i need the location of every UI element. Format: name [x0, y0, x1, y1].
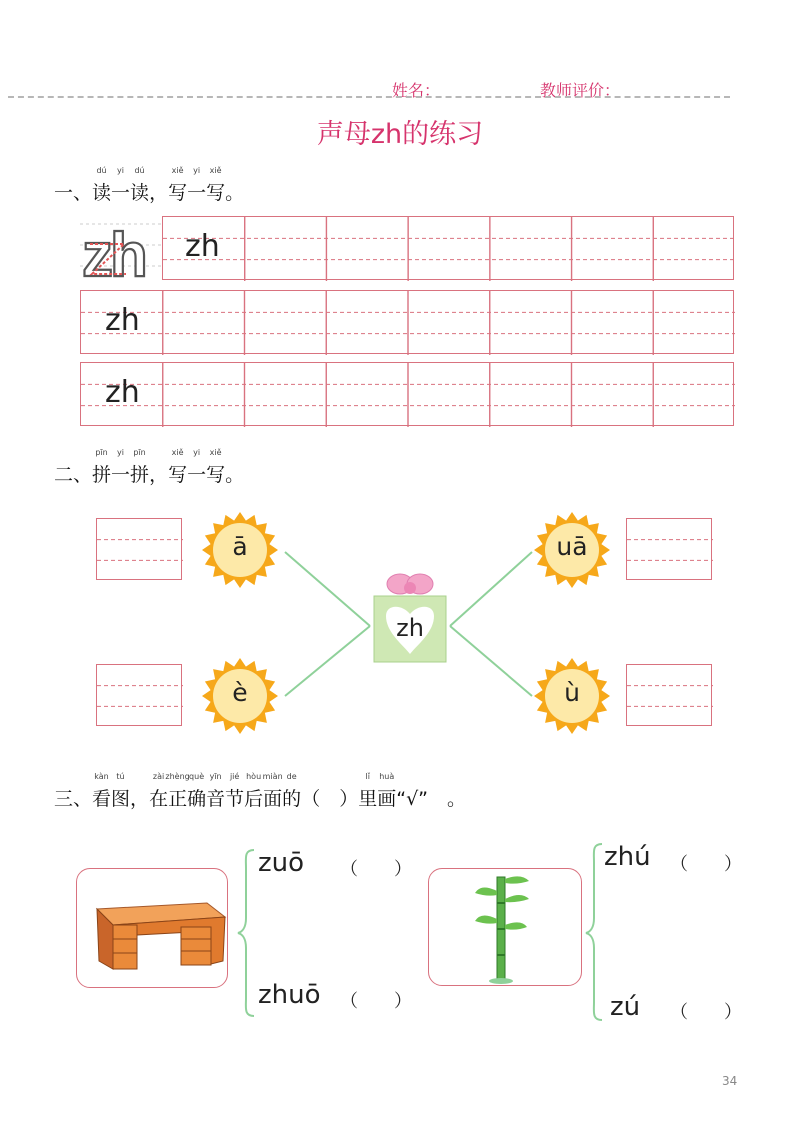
heading-character: 写 — [168, 182, 188, 204]
sun-icon — [532, 510, 612, 590]
pinyin-annotation: hòu — [246, 772, 262, 781]
pinyin-annotation: xiě — [171, 448, 184, 457]
page-title: 声母zh的练习 — [316, 119, 484, 150]
answer-box-top-right[interactable] — [626, 518, 712, 580]
heading-char — [396, 784, 466, 811]
section2-number: 二、 — [54, 464, 93, 486]
heading-char — [111, 448, 131, 487]
pinyin-annotation: yi — [117, 448, 125, 457]
heading-char — [206, 166, 226, 205]
pinyin-annotation: jié — [229, 772, 240, 781]
heading-character: ， — [149, 182, 169, 204]
heading-char — [92, 166, 112, 205]
sun-icon — [200, 656, 280, 736]
heading-char — [149, 178, 168, 205]
heading-character: 一 — [111, 464, 131, 486]
pinyin-annotation: yi — [193, 448, 201, 457]
pinyin-annotation: zhèng — [165, 772, 190, 781]
brace-left — [236, 848, 256, 1018]
heading-character: 里 — [358, 788, 378, 810]
heading-character: ， — [149, 464, 169, 486]
heading-character: 节 — [225, 788, 245, 810]
heading-char — [225, 772, 245, 811]
writing-grid-row-2[interactable] — [80, 290, 734, 354]
option-zhu: zhú — [604, 842, 651, 872]
heading-char — [92, 772, 112, 811]
answer-paren[interactable]: （ ） — [670, 854, 742, 875]
section1-number: 一、 — [54, 182, 93, 204]
heading-character: 一 — [111, 182, 131, 204]
connector-line — [285, 626, 370, 696]
heading-char — [130, 166, 150, 205]
center-consonant: zh — [396, 614, 424, 642]
heading-character: 确 — [187, 788, 207, 810]
heading-char — [262, 772, 283, 811]
pinyin-annotation: lǐ — [365, 772, 370, 781]
heading-char — [206, 772, 226, 811]
header-divider — [8, 96, 730, 98]
heading-character: 写 — [168, 464, 188, 486]
model-text: zh — [105, 303, 140, 338]
heading-character: 写 — [206, 464, 226, 486]
section3-heading — [54, 772, 467, 811]
answer-paren[interactable]: （ ） — [340, 859, 412, 880]
heading-character: 画 — [377, 788, 397, 810]
heading-character: 面 — [263, 788, 283, 810]
pinyin-annotation: què — [189, 772, 205, 781]
pinyin-annotation: xiě — [171, 166, 184, 175]
picture-frame-bamboo — [428, 868, 582, 986]
model-text: zh — [185, 229, 220, 264]
heading-char — [187, 166, 207, 205]
heading-character: 正 — [168, 788, 188, 810]
model-text: zh — [105, 375, 140, 410]
heading-character: 的 — [282, 788, 302, 810]
heading-char — [168, 166, 188, 205]
svg-text:zh: zh — [82, 221, 145, 282]
pinyin-annotation: de — [286, 772, 297, 781]
answer-box-bottom-right[interactable] — [626, 664, 712, 726]
heading-char — [187, 772, 207, 811]
heading-character: 读 — [92, 182, 112, 204]
heading-char — [206, 448, 226, 487]
heading-character: 一 — [187, 464, 207, 486]
heading-character: 。 — [225, 182, 245, 204]
pinyin-annotation: miàn — [262, 772, 283, 781]
section2-heading — [54, 448, 245, 487]
option-zu: zú — [610, 992, 641, 1022]
final-bottom-right: ù — [564, 678, 580, 707]
sun-icon — [532, 656, 612, 736]
heading-char — [168, 448, 188, 487]
heading-character: ， — [130, 788, 150, 810]
pinyin-annotation: xiě — [209, 448, 222, 457]
answer-box-bottom-left[interactable] — [96, 664, 182, 726]
heading-char — [225, 178, 244, 205]
zh-tracing-letter — [80, 216, 164, 282]
pinyin-annotation: pīn — [95, 448, 108, 457]
picture-frame-desk — [76, 868, 228, 988]
heading-character: 读 — [130, 182, 150, 204]
pinyin-annotation: dú — [134, 166, 145, 175]
pinyin-annotation: yi — [117, 166, 125, 175]
heading-char — [358, 772, 378, 811]
heading-character: 拼 — [92, 464, 112, 486]
pinyin-annotation: pīn — [133, 448, 146, 457]
pinyin-annotation: zài — [152, 772, 165, 781]
heading-character: 。 — [225, 464, 245, 486]
writing-grid-row-3[interactable] — [80, 362, 734, 426]
heading-character: 在 — [149, 788, 169, 810]
option-zuo: zuō — [258, 848, 305, 878]
heading-char — [111, 166, 131, 205]
heading-character: 看 — [92, 788, 112, 810]
heading-character: 写 — [206, 182, 226, 204]
heading-char — [130, 448, 150, 487]
final-bottom-left: è — [232, 678, 248, 707]
sun-icon — [200, 510, 280, 590]
section1-heading — [54, 166, 245, 205]
pinyin-annotation: kàn — [94, 772, 109, 781]
name-label: 姓名： — [392, 81, 441, 100]
connector-line — [285, 552, 370, 626]
answer-paren[interactable]: （ ） — [340, 991, 412, 1012]
pinyin-annotation: xiě — [209, 166, 222, 175]
desk-icon — [77, 869, 227, 987]
heading-character: （ ） — [301, 788, 359, 810]
heading-character: 图 — [111, 788, 131, 810]
heading-character: 后 — [244, 788, 264, 810]
section3-number: 三、 — [54, 788, 93, 810]
heading-char — [149, 772, 169, 811]
heading-char — [111, 772, 131, 811]
answer-box-top-left[interactable] — [96, 518, 182, 580]
pinyin-annotation: dú — [96, 166, 107, 175]
page-number: 34 — [722, 1074, 738, 1088]
pinyin-annotation: huà — [379, 772, 395, 781]
teacher-eval-label: 教师评价： — [540, 81, 621, 100]
connector-line — [450, 552, 532, 626]
heading-character: 一 — [187, 182, 207, 204]
gift-box-icon — [370, 570, 450, 664]
answer-paren[interactable]: （ ） — [670, 1002, 742, 1023]
heading-char — [149, 460, 168, 487]
pinyin-annotation: yi — [193, 166, 201, 175]
heading-char — [92, 448, 112, 487]
final-top-left: ā — [232, 532, 248, 561]
heading-char — [187, 448, 207, 487]
writing-grid-row-1[interactable] — [162, 216, 734, 280]
heading-char — [244, 772, 264, 811]
heading-char — [225, 460, 244, 487]
heading-char — [165, 772, 190, 811]
pinyin-annotation: yīn — [209, 772, 222, 781]
brace-right — [584, 842, 604, 1022]
heading-char — [301, 784, 358, 811]
connector-line — [450, 626, 532, 696]
bamboo-icon — [429, 869, 581, 985]
heading-char — [282, 772, 302, 811]
heading-char — [130, 784, 149, 811]
heading-char — [377, 772, 397, 811]
heading-character: 音 — [206, 788, 226, 810]
option-zhuo: zhuō — [258, 980, 321, 1010]
heading-character: 拼 — [130, 464, 150, 486]
final-top-right: uā — [556, 532, 588, 561]
pinyin-annotation: tú — [116, 772, 125, 781]
heading-character: “√” 。 — [396, 788, 467, 810]
